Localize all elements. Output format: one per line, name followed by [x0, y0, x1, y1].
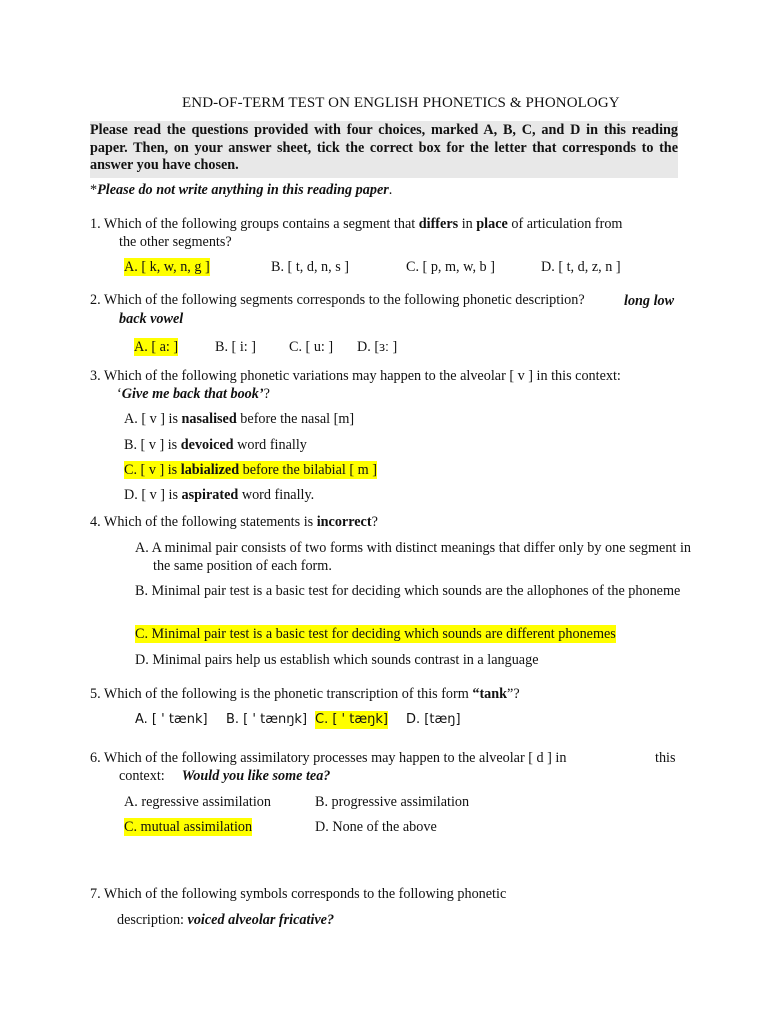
note-period: . [388, 182, 393, 198]
q4-pre: 4. Which of the following statements is [90, 514, 317, 530]
q4-option-d: D. Minimal pairs help us establish which sounds contrast in a language [135, 652, 539, 668]
q1-option-c: C. [ p, m, w, b ] [406, 259, 495, 275]
q1-option-b: B. [ t, d, n, s ] [271, 259, 350, 275]
q5-option-b: B. [ ' tænŋk] [226, 712, 308, 727]
q3-option-d [124, 486, 314, 504]
q3-quote-open: ‘ [117, 386, 122, 402]
q3-b-pre: B. [ v ] is [124, 437, 181, 453]
question-4-line-1 [90, 513, 378, 531]
q3-question-mark: ? [263, 386, 270, 402]
page-title: END-OF-TERM TEST ON ENGLISH PHONETICS & PHONOLOGY [182, 95, 620, 111]
q3-option-b [124, 436, 307, 454]
q3-d-post: word finally. [238, 487, 315, 503]
question-7-line-1: 7. Which of the following symbols corresponds to the following phonetic [90, 886, 507, 902]
question-1-line-1 [90, 215, 622, 233]
q3-d-pre: D. [ v ] is [124, 487, 182, 503]
q3-c-post: before the bilabial [ m ] [239, 462, 377, 478]
q4-emph-incorrect: incorrect [316, 514, 372, 530]
q6-context-sentence: Would you like some tea? [181, 768, 331, 784]
q4-option-a: A. A minimal pair consists of two forms with distinct meanings that differ only by one segment in the same position of each form. [135, 540, 691, 574]
question-1-line-2: the other segments? [119, 234, 232, 250]
q4-option-b: B. Minimal pair test is a basic test for deciding which sounds are the allophones of the phoneme [135, 583, 681, 599]
q6-context-label: context: [119, 768, 165, 784]
q1-option-a: A. [ k, w, n, g ] [124, 259, 210, 275]
q2-description-part-1: long low [624, 293, 675, 309]
q1-pre: 1. Which of the following groups contains a segment that [90, 216, 419, 232]
q6-option-d: D. None of the above [315, 819, 437, 835]
question-6-line-1: 6. Which of the following assimilatory processes may happen to the alveolar [ d ] in [90, 750, 567, 766]
q1-post: of articulation from [507, 216, 623, 232]
q2-option-d: D. [ɜː ] [357, 339, 398, 355]
q6-option-b: B. progressive assimilation [315, 794, 470, 810]
q3-option-a [124, 410, 354, 428]
q1-option-d: D. [ t, d, z, n ] [541, 259, 621, 275]
q2-option-a: A. [ a: ] [134, 339, 179, 355]
q1-emph-place: place [476, 216, 508, 232]
q3-a-bold: nasalised [181, 411, 237, 427]
q6-option-a: A. regressive assimilation [124, 794, 271, 810]
q2-option-c: C. [ u: ] [289, 339, 334, 355]
question-2-line-1 [90, 291, 585, 309]
q2-description-part-2: back vowel [119, 311, 184, 327]
note-text: Please do not write anything in this reading paper [97, 182, 389, 198]
q3-c-pre: C. [ v ] is [124, 462, 181, 478]
q2-text: 2. Which of the following segments corresponds to the following phonetic description? [90, 292, 585, 308]
q4-post: ? [371, 514, 378, 530]
q2-option-b: B. [ i: ] [215, 339, 256, 355]
instructions: Please read the questions provided with four choices, marked A, B, C, and D in this reading paper. Then, on your answer sheet, tick the correct box for the letter that corresponds to the answer you have chosen. [90, 121, 678, 178]
q3-quote: Give me back that book’ [121, 386, 264, 402]
q6-option-c: C. mutual assimilation [124, 819, 253, 835]
q3-a-post: before the nasal [m] [236, 411, 355, 427]
q3-b-bold: devoiced [180, 437, 234, 453]
question-6-context [119, 767, 330, 785]
question-3-context [117, 385, 270, 403]
q1-mid: in [458, 216, 477, 232]
q7-description: voiced alveolar fricative? [187, 912, 335, 928]
q5-option-c: C. [ ' tæŋk] [315, 712, 388, 727]
q5-post: ”? [507, 686, 520, 702]
q3-option-c [124, 461, 377, 479]
q7-pre: description: [117, 912, 188, 928]
note-star: * [90, 182, 98, 198]
q3-d-bold: aspirated [181, 487, 239, 503]
q5-option-d: D. [tæŋ] [406, 712, 461, 727]
q3-a-pre: A. [ v ] is [124, 411, 182, 427]
q5-option-a: A. [ ' tænk] [135, 712, 208, 727]
q3-b-post: word finally [233, 437, 307, 453]
question-5-line-1 [90, 685, 520, 703]
question-3-line-1: 3. Which of the following phonetic variations may happen to the alveolar [ v ] in this context: [90, 368, 621, 384]
q1-emph-differs: differs [418, 216, 459, 232]
question-6-line-1-end: this [655, 750, 676, 766]
q3-c-bold: labialized [180, 462, 240, 478]
q5-emph-tank: “tank [472, 686, 508, 702]
q5-pre: 5. Which of the following is the phonetic transcription of this form [90, 686, 473, 702]
question-7-line-2 [117, 911, 334, 929]
q4-option-c: C. Minimal pair test is a basic test for deciding which sounds are different phonemes [135, 626, 616, 642]
note [90, 181, 392, 199]
